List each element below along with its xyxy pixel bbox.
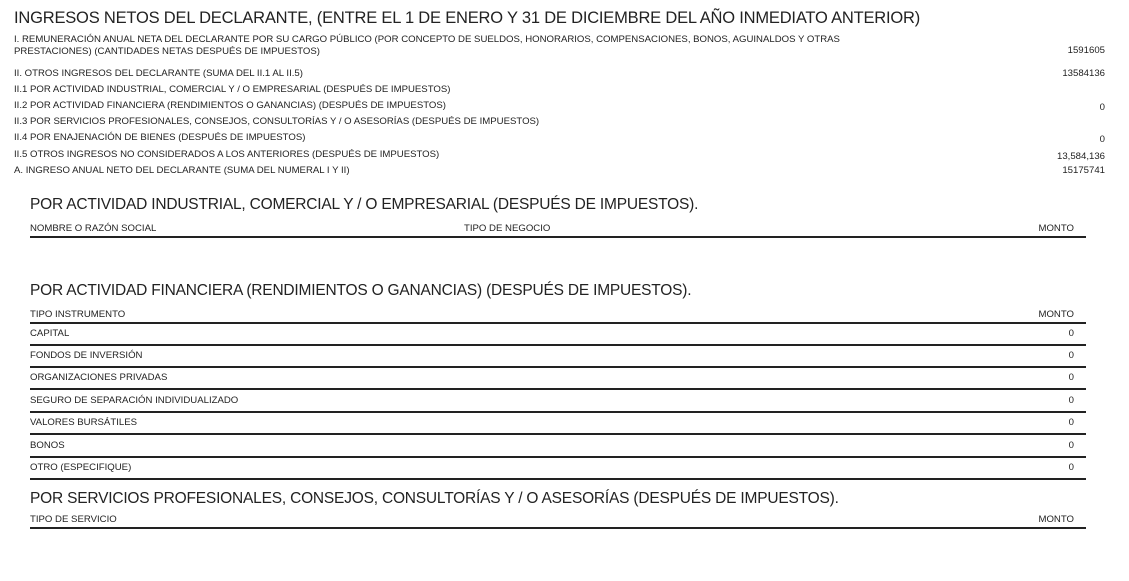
table-row: [30, 324, 1086, 346]
column-header-tipo-instrumento: TIPO INSTRUMENTO: [30, 309, 126, 320]
summary-label: II.4 POR ENAJENACIÓN DE BIENES (DESPUÉS DE IMPUESTOS): [14, 132, 306, 143]
table-row: [30, 391, 1086, 413]
row-label: OTRO (ESPECIFIQUE): [30, 462, 132, 473]
row-label: CAPITAL: [30, 328, 70, 339]
table-row: [30, 346, 1086, 368]
column-header-nombre: NOMBRE O RAZÓN SOCIAL: [30, 223, 157, 234]
row-value: 0: [1068, 328, 1074, 339]
row-label: FONDOS DE INVERSIÓN: [30, 350, 143, 361]
table-row: [30, 436, 1086, 458]
table-row: [30, 368, 1086, 390]
row-value: 0: [1068, 462, 1074, 473]
summary-value: 13584136: [1062, 68, 1105, 79]
column-header-monto: MONTO: [1038, 223, 1074, 234]
row-value: 0: [1068, 395, 1074, 406]
row-value: 0: [1068, 350, 1074, 361]
summary-value: 0: [1099, 102, 1105, 113]
row-label: VALORES BURSÁTILES: [30, 417, 137, 428]
column-header-monto: MONTO: [1038, 514, 1074, 525]
summary-label: II.3 POR SERVICIOS PROFESIONALES, CONSEJOS, CONSULTORÍAS Y / O ASESORÍAS (DESPUÉS DE IMPUESTOS): [14, 116, 540, 127]
column-header-tipo-servicio: TIPO DE SERVICIO: [30, 514, 117, 525]
table-header-financiera: [30, 308, 1086, 324]
section-title-servicios: POR SERVICIOS PROFESIONALES, CONSEJOS, CONSULTORÍAS Y / O ASESORÍAS (DESPUÉS DE IMPUESTOS).: [30, 490, 839, 507]
section-title-financiera: POR ACTIVIDAD FINANCIERA (RENDIMIENTOS O GANANCIAS) (DESPUÉS DE IMPUESTOS).: [30, 282, 692, 299]
summary-label: A. INGRESO ANUAL NETO DEL DECLARANTE (SUMA DEL NUMERAL I Y II): [14, 165, 350, 176]
table-header-industrial: [30, 222, 1086, 238]
row-value: 0: [1068, 372, 1074, 383]
summary-value: 0: [1099, 134, 1105, 145]
column-header-monto: MONTO: [1038, 309, 1074, 320]
summary-label: II. OTROS INGRESOS DEL DECLARANTE (SUMA DEL II.1 AL II.5): [14, 68, 303, 79]
summary-value: 13,584,136: [1056, 151, 1105, 162]
row-label: BONOS: [30, 440, 65, 451]
summary-label: II.5 OTROS INGRESOS NO CONSIDERADOS A LOS ANTERIORES (DESPUÉS DE IMPUESTOS): [14, 149, 440, 160]
summary-label: I. REMUNERACIÓN ANUAL NETA DEL DECLARANTE POR SU CARGO PÚBLICO (POR CONCEPTO DE SUELDOS, HONORARIOS, COMPENSACIONES, BONOS, AGUINALDOS Y OTRAS PRESTACIONES) (CANTIDADES NETAS DESPUÉS DE IMPUESTOS): [14, 34, 840, 57]
table-row: [30, 458, 1086, 480]
row-value: 0: [1068, 417, 1074, 428]
summary-label: II.1 POR ACTIVIDAD INDUSTRIAL, COMERCIAL Y / O EMPRESARIAL (DESPUÉS DE IMPUESTOS): [14, 84, 451, 95]
page-title: INGRESOS NETOS DEL DECLARANTE, (ENTRE EL 1 DE ENERO Y 31 DE DICIEMBRE DEL AÑO INMEDIATO ANTERIOR): [14, 9, 921, 27]
table-row: [30, 413, 1086, 435]
row-label: SEGURO DE SEPARACIÓN INDIVIDUALIZADO: [30, 395, 239, 406]
row-label: ORGANIZACIONES PRIVADAS: [30, 372, 168, 383]
summary-value: 1591605: [1067, 45, 1105, 56]
table-header-servicios: [30, 513, 1086, 529]
row-value: 0: [1068, 440, 1074, 451]
summary-label: II.2 POR ACTIVIDAD FINANCIERA (RENDIMIENTOS O GANANCIAS) (DESPUÉS DE IMPUESTOS): [14, 100, 446, 111]
section-title-industrial: POR ACTIVIDAD INDUSTRIAL, COMERCIAL Y / O EMPRESARIAL (DESPUÉS DE IMPUESTOS).: [30, 196, 699, 213]
summary-line-remuneracion: [14, 34, 1105, 60]
column-header-tipo-negocio: TIPO DE NEGOCIO: [464, 223, 551, 234]
summary-value: 15175741: [1062, 165, 1105, 176]
